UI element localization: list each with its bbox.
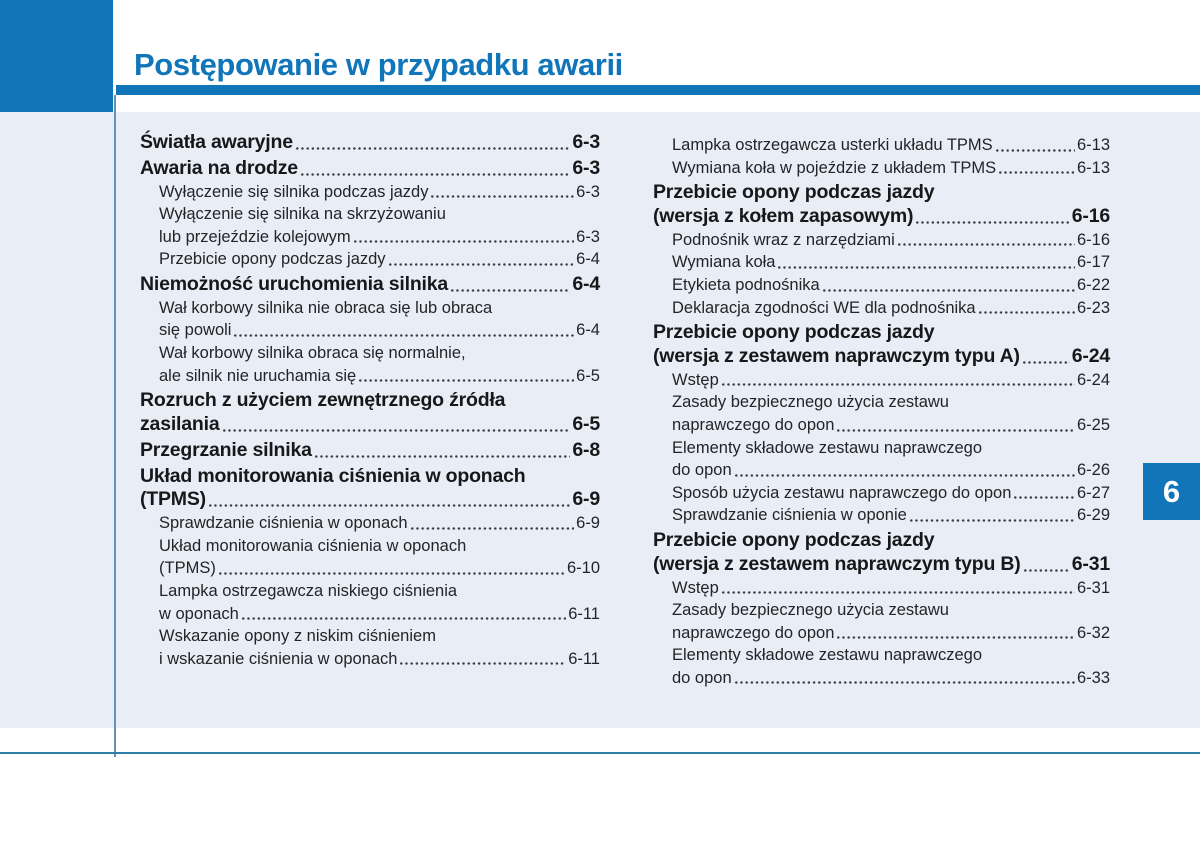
dot-leader xyxy=(837,622,1075,645)
toc-entry xyxy=(653,181,1110,229)
dot-leader xyxy=(722,577,1075,600)
page-number: 6-16 xyxy=(1076,230,1110,249)
page-number: 6-5 xyxy=(572,412,600,435)
toc-line xyxy=(653,414,1110,437)
toc-entry-label: (TPMS) xyxy=(159,559,216,578)
toc-entry-label: Deklaracja zgodności WE dla podnośnika xyxy=(672,298,976,317)
toc-entry xyxy=(140,273,600,297)
toc-entry xyxy=(140,625,600,670)
toc-entry-label: Rozruch z użyciem zewnętrznego źródła xyxy=(140,389,506,412)
dot-leader xyxy=(1024,553,1070,577)
page-number: 6-3 xyxy=(576,227,600,246)
toc-line xyxy=(653,181,1110,205)
toc-line xyxy=(653,577,1110,600)
page-number: 6-16 xyxy=(1071,204,1110,227)
footer-rule xyxy=(0,752,1200,754)
page-number: 6-3 xyxy=(576,182,600,201)
toc-entry xyxy=(140,389,600,437)
toc-line xyxy=(140,625,600,648)
dot-leader xyxy=(722,369,1075,392)
toc-line xyxy=(140,557,600,580)
toc-line xyxy=(140,603,600,626)
toc-line xyxy=(140,365,600,388)
dot-leader xyxy=(910,504,1075,527)
toc-entry-label: Elementy składowe zestawu naprawczego xyxy=(672,646,982,665)
toc-entry-label: Zasady bezpiecznego użycia zestawu xyxy=(672,393,949,412)
page-number: 6-22 xyxy=(1076,275,1110,294)
toc-entry-label: Wał korbowy silnika nie obraca się lub obraca xyxy=(159,298,493,317)
toc-line xyxy=(653,599,1110,622)
toc-entry-label: do opon xyxy=(672,668,732,687)
page-number: 6-25 xyxy=(1076,415,1110,434)
page-number: 6-3 xyxy=(572,156,600,179)
dot-leader xyxy=(209,488,570,512)
toc-line xyxy=(653,437,1110,460)
toc-entry xyxy=(140,297,600,342)
toc-line xyxy=(653,622,1110,645)
toc-entry-label: Wstęp xyxy=(672,370,719,389)
toc-line xyxy=(140,580,600,603)
toc-line xyxy=(140,389,600,413)
toc-entry-label: Wstęp xyxy=(672,578,719,597)
chapter-number: 6 xyxy=(1162,473,1181,509)
toc-entry-label: się powoli xyxy=(159,321,232,340)
chapter-tab xyxy=(1143,463,1200,520)
toc-entry-label: lub przejeździe kolejowym xyxy=(159,227,351,246)
toc-entry-label: Elementy składowe zestawu naprawczego xyxy=(672,438,982,457)
toc-entry-label: Lampka ostrzegawcza usterki układu TPMS xyxy=(672,136,993,154)
toc-entry-label: Przebicie opony podczas jazdy xyxy=(653,321,935,344)
toc-line xyxy=(140,157,600,181)
toc-entry-label: Przebicie opony podczas jazdy xyxy=(653,181,935,204)
dot-leader xyxy=(735,459,1075,482)
dot-leader xyxy=(234,319,574,342)
toc-entry-label: Wał korbowy silnika obraca się normalnie, xyxy=(159,343,466,362)
toc-line xyxy=(140,465,600,489)
toc-line xyxy=(653,297,1110,320)
toc-entry xyxy=(140,203,600,248)
dot-leader xyxy=(451,273,570,297)
toc-entry xyxy=(140,535,600,580)
toc-entry xyxy=(140,248,600,271)
toc-entry xyxy=(653,134,1110,157)
title-underline-bar xyxy=(116,85,1200,95)
dot-leader xyxy=(735,667,1075,690)
page-number: 6-11 xyxy=(568,649,600,668)
dot-leader xyxy=(431,181,574,204)
toc-entry xyxy=(653,599,1110,644)
page-number: 6-27 xyxy=(1076,483,1110,502)
toc-line xyxy=(653,553,1110,577)
toc-entry-label: (wersja z kołem zapasowym) xyxy=(653,204,914,227)
page-number: 6-31 xyxy=(1071,552,1110,575)
page-number: 6-9 xyxy=(572,488,600,511)
toc-line xyxy=(140,512,600,535)
toc-line xyxy=(653,369,1110,392)
toc-line xyxy=(653,345,1110,369)
toc-entry-label: w oponach xyxy=(159,604,239,623)
page-number: 6-24 xyxy=(1071,344,1110,367)
toc-line xyxy=(140,226,600,249)
page-number: 6-29 xyxy=(1076,506,1110,525)
toc-entry-label: Lampka ostrzegawcza niskiego ciśnienia xyxy=(159,581,458,600)
toc-line xyxy=(140,535,600,558)
toc-line xyxy=(140,342,600,365)
dot-leader xyxy=(1014,482,1075,505)
toc-line xyxy=(140,131,600,155)
toc-line xyxy=(653,459,1110,482)
toc-entry xyxy=(140,465,600,513)
toc-line xyxy=(140,273,600,297)
page-number: 6-23 xyxy=(1076,298,1110,317)
page-number: 6-4 xyxy=(576,321,600,340)
toc-entry-label: naprawczego do opon xyxy=(672,623,835,642)
toc-line xyxy=(140,297,600,320)
toc-entry xyxy=(653,577,1110,600)
toc-entry xyxy=(653,391,1110,436)
toc-entry xyxy=(653,297,1110,320)
dot-leader xyxy=(979,297,1075,320)
toc-entry xyxy=(140,181,600,204)
dot-leader xyxy=(837,414,1075,437)
toc-entry-label: Światła awaryjne xyxy=(140,131,293,153)
dot-leader xyxy=(898,229,1075,252)
toc-line xyxy=(140,319,600,342)
toc-entry xyxy=(653,229,1110,252)
toc-line xyxy=(140,181,600,204)
toc-entry xyxy=(653,274,1110,297)
toc-line xyxy=(653,667,1110,690)
toc-entry xyxy=(653,529,1110,577)
page-title: Postępowanie w przypadku awarii xyxy=(134,47,623,82)
page-number: 6-9 xyxy=(576,514,600,533)
toc-entry xyxy=(140,580,600,625)
toc-entry xyxy=(653,437,1110,482)
toc-entry-label: zasilania xyxy=(140,412,220,435)
toc-entry-label: Etykieta podnośnika xyxy=(672,275,820,294)
dot-leader xyxy=(315,439,571,463)
toc-entry-label: Niemożność uruchomienia silnika xyxy=(140,272,449,295)
dot-leader xyxy=(296,131,571,155)
toc-entry-label: Awaria na drodze xyxy=(140,156,298,179)
toc-entry-label: Zasady bezpiecznego użycia zestawu xyxy=(672,601,949,620)
toc-entry-label: ale silnik nie uruchamia się xyxy=(159,366,357,385)
toc-entry-label: Układ monitorowania ciśnienia w oponach xyxy=(159,536,467,555)
toc-entry xyxy=(140,157,600,181)
dot-leader xyxy=(354,226,574,249)
toc-entry-label: Układ monitorowania ciśnienia w oponach xyxy=(140,464,526,487)
dot-leader xyxy=(301,157,571,181)
toc-entry xyxy=(140,342,600,387)
dot-leader xyxy=(359,365,574,388)
toc-entry xyxy=(653,157,1110,180)
toc-entry-label: do opon xyxy=(672,461,732,480)
dot-leader xyxy=(823,274,1075,297)
toc-line xyxy=(653,391,1110,414)
toc-entry-label: Przebicie opony podczas jazdy xyxy=(653,528,935,551)
page-number: 6-13 xyxy=(1076,136,1110,154)
page-number: 6-13 xyxy=(1076,158,1110,177)
toc-entry-label: Wyłączenie się silnika podczas jazdy xyxy=(159,182,429,201)
toc-line xyxy=(653,157,1110,180)
corner-accent-block xyxy=(0,0,113,112)
dot-leader xyxy=(219,557,565,580)
dot-leader xyxy=(999,157,1075,180)
dot-leader xyxy=(996,134,1075,157)
toc-entry-label: (TPMS) xyxy=(140,488,206,511)
toc-line xyxy=(140,203,600,226)
page-number: 6-33 xyxy=(1076,668,1110,687)
page-number: 6-8 xyxy=(572,438,600,461)
toc-line xyxy=(653,321,1110,345)
toc-entry xyxy=(140,131,600,155)
toc-column-left xyxy=(140,131,600,670)
toc-entry-label: Sposób użycia zestawu naprawczego do opon xyxy=(672,483,1012,502)
page-number: 6-24 xyxy=(1076,370,1110,389)
toc-line xyxy=(653,504,1110,527)
toc-line xyxy=(653,644,1110,667)
toc-entry xyxy=(140,439,600,463)
page-number: 6-4 xyxy=(576,250,600,269)
toc-entry-label: i wskazanie ciśnienia w oponach xyxy=(159,649,398,668)
page-number: 6-11 xyxy=(568,604,600,623)
toc-entry xyxy=(653,321,1110,369)
toc-entry-label: Wyłączenie się silnika na skrzyżowaniu xyxy=(159,205,446,224)
toc-line xyxy=(140,648,600,671)
page-number: 6-26 xyxy=(1076,461,1110,480)
page-number: 6-3 xyxy=(572,131,600,153)
toc-entry-label: Podnośnik wraz z narzędziami xyxy=(672,230,895,249)
toc-line xyxy=(140,439,600,463)
page-number: 6-5 xyxy=(576,366,600,385)
dot-leader xyxy=(223,413,571,437)
dot-leader xyxy=(1023,345,1070,369)
toc-entry xyxy=(653,482,1110,505)
page-number: 6-4 xyxy=(572,272,600,295)
toc-line xyxy=(653,482,1110,505)
dot-leader xyxy=(400,648,566,671)
toc-entry xyxy=(653,504,1110,527)
toc-line xyxy=(653,529,1110,553)
toc-line xyxy=(653,229,1110,252)
toc-entry-label: (wersja z zestawem naprawczym typu A) xyxy=(653,344,1020,367)
toc-line xyxy=(140,488,600,512)
toc-entry-label: Wskazanie opony z niskim ciśnieniem xyxy=(159,627,436,646)
toc-line xyxy=(140,413,600,437)
toc-entry-label: naprawczego do opon xyxy=(672,415,835,434)
page-number: 6-31 xyxy=(1076,578,1110,597)
toc-entry xyxy=(653,251,1110,274)
toc-entry-label: Sprawdzanie ciśnienia w oponach xyxy=(159,514,408,533)
toc-entry-label: Wymiana koła w pojeździe z układem TPMS xyxy=(672,158,997,177)
toc-column-right xyxy=(653,134,1110,689)
toc-entry-label: Wymiana koła xyxy=(672,253,776,272)
toc-entry-label: Sprawdzanie ciśnienia w oponie xyxy=(672,506,907,525)
toc-line xyxy=(653,205,1110,229)
toc-line xyxy=(653,134,1110,157)
toc-line xyxy=(653,251,1110,274)
toc-entry xyxy=(653,369,1110,392)
toc-line xyxy=(653,274,1110,297)
toc-line xyxy=(140,248,600,271)
left-margin-rule xyxy=(114,95,116,757)
toc-entry-label: Przebicie opony podczas jazdy xyxy=(159,250,386,269)
toc-entry xyxy=(140,512,600,535)
dot-leader xyxy=(411,512,575,535)
page-number: 6-10 xyxy=(566,559,600,578)
toc-entry xyxy=(653,644,1110,689)
dot-leader xyxy=(389,248,575,271)
dot-leader xyxy=(916,205,1069,229)
dot-leader xyxy=(242,603,566,626)
toc-entry-label: Przegrzanie silnika xyxy=(140,438,312,461)
page-number: 6-32 xyxy=(1076,623,1110,642)
toc-entry-label: (wersja z zestawem naprawczym typu B) xyxy=(653,552,1021,575)
page-number: 6-17 xyxy=(1076,253,1110,272)
dot-leader xyxy=(778,251,1074,274)
